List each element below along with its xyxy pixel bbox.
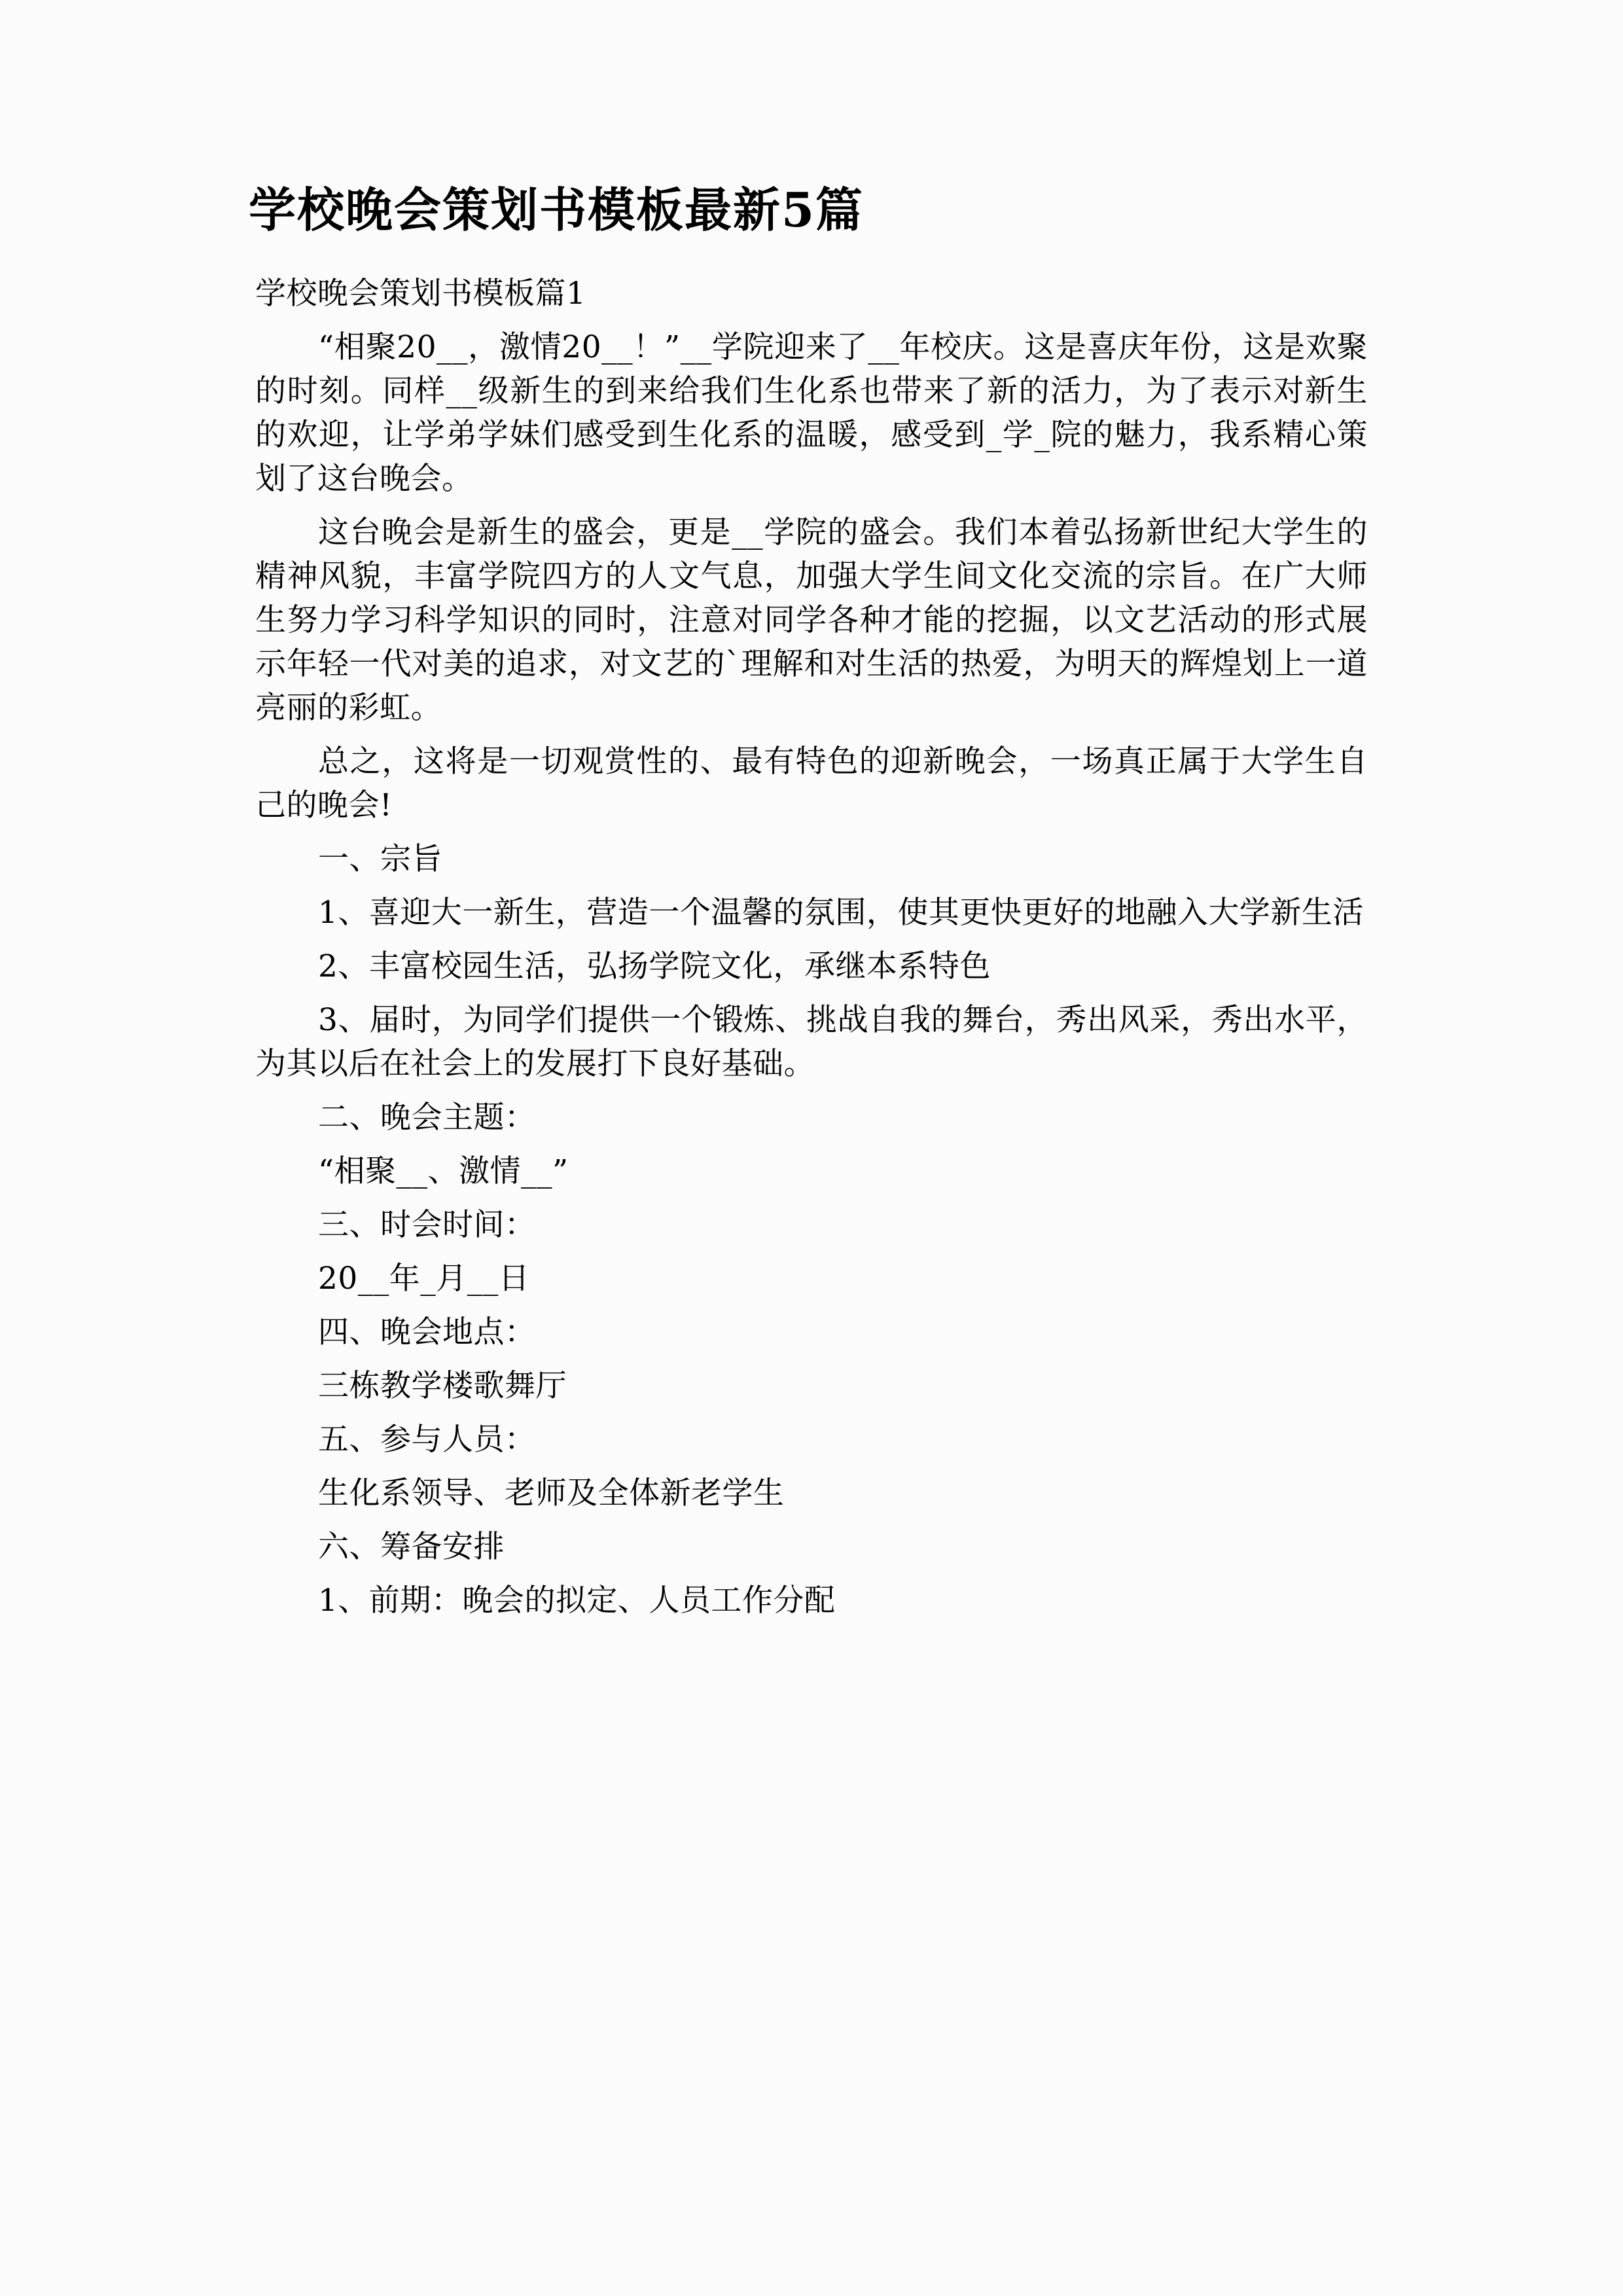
section-heading-five: 五、参与人员： — [318, 1422, 536, 1458]
section-one-item-1: 1、喜迎大一新生，营造一个温馨的氛围，使其更快更好的地融入大学新生活 — [318, 895, 1364, 931]
section-heading-three: 三、时会时间： — [318, 1207, 536, 1243]
section-heading-six: 六、筹备安排 — [318, 1529, 505, 1565]
document-body — [255, 272, 1368, 1632]
page-title: 学校晚会策划书模板最新5篇 — [248, 182, 865, 238]
section-two-value: “相聚__、激情__” — [318, 1153, 569, 1189]
section-five-value: 生化系领导、老师及全体新老学生 — [318, 1475, 785, 1511]
paragraph-intro-1: “相聚20__，激情20__！”__学院迎来了__年校庆。这是喜庆年份，这是欢聚的时刻。同样__级新生的到来给我们生化系也带来了新的活力，为了表示对新生的欢迎，让学弟学妹们感受到生化系的温暖，感受到_学_院的魅力，我系精心策划了这台晚会。 — [255, 329, 1368, 497]
paragraph-intro-3: 总之，这将是一切观赏性的、最有特色的迎新晚会，一场真正属于大学生自己的晚会! — [255, 744, 1368, 823]
section-one-item-2: 2、丰富校园生活，弘扬学院文化，承继本系特色 — [318, 948, 991, 984]
document-subtitle: 学校晚会策划书模板篇1 — [255, 276, 586, 312]
paragraph-intro-2: 这台晚会是新生的盛会，更是__学院的盛会。我们本着弘扬新世纪大学生的精神风貌，丰富学院四方的人文气息，加强大学生间文化交流的宗旨。在广大师生努力学习科学知识的同时，注意对同学各种才能的挖掘，以文艺活动的形式展示年轻一代对美的追求，对文艺的`理解和对生活的热爱，为明天的辉煌划上一道亮丽的彩虹。 — [255, 514, 1368, 726]
section-four-value: 三栋教学楼歌舞厅 — [318, 1368, 567, 1404]
section-heading-one: 一、宗旨 — [318, 841, 442, 877]
section-heading-four: 四、晚会地点： — [318, 1314, 536, 1350]
section-three-value: 20__年_月__日 — [318, 1261, 530, 1297]
section-six-item-1: 1、前期：晚会的拟定、人员工作分配 — [318, 1583, 836, 1619]
section-one-item-3: 3、届时，为同学们提供一个锻炼、挑战自我的舞台，秀出风采，秀出水平，为其以后在社会上的发展打下良好基础。 — [255, 1002, 1368, 1082]
section-heading-two: 二、晚会主题： — [318, 1100, 536, 1136]
